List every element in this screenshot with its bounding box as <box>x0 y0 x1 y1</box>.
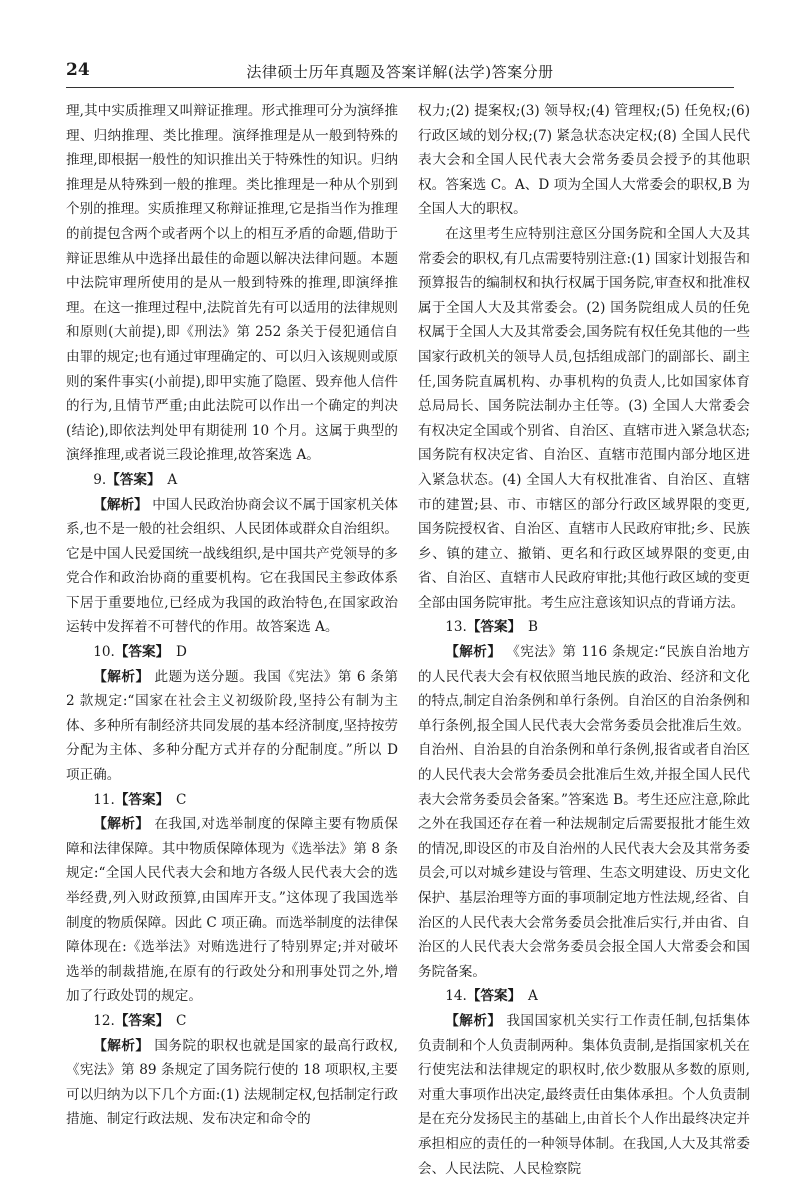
paragraph-note: 在这里考生应特别注意区分国务院和全国人大及其常委会的职权,有几点需要特别注意:(1) 国家计划报告和预算报告的编制权和执行权属于国务院,审查权和批准权属于全国人大及其常委会。(2) 国务院组成人员的任免权属于全国人大及其常委会,国务院有权任免其他的一些国家行政机关的领导人员,包括组成部门的副部长、副主任,国务院直属机构、办事机构的负责人,比如国家体育总局局长、国务院法制办主任等。(3) 全国人大常委会有权决定全国或个别省、自治区、直辖市进入紧急状态;国务院有权决定省、自治区、直辖市范围内部分地区进入紧急状态。(4) 全国人大有权批准省、自治区、直辖市的建置;县、市、市辖区的部分行政区域界限的变更,国务院授权省、自治区、直辖市人民政府审批;乡、民族乡、镇的建立、撤销、更名和行政区域界限的变更,由省、自治区、直辖市人民政府审批;其他行政区域的变更全部由国务院审批。考生应注意该知识点的背诵方法。 <box>418 225 750 611</box>
answer-letter: C <box>175 791 187 808</box>
answer-line-q13 <box>418 615 750 640</box>
left-column <box>66 99 398 1132</box>
explanation-text: 国务院的职权也就是国家的最高行政权,《宪法》第 89 条规定了国务院行使的 18 项职权,主要可以归纳为以下几个方面:(1) 法规制定权,包括制定行政措施、制定行政法规、发布决定和命令的 <box>66 1037 399 1128</box>
explanation-text: 在我国,对选举制度的保障主要有物质保障和法律保障。其中物质保障体现为《选举法》第 8 条规定:“全国人民代表大会和地方各级人民代表大会的选举经费,列入财政预算,由国库开支。”这体现了我国选举制度的物质保障。因此 C 项正确。而选举制度的法律保障体现在:《选举法》对贿选进行了特别界定;并对破坏选举的制裁措施,在原有的行政处分和刑事处罚之外,增加了行政处罚的规定。 <box>66 816 399 1005</box>
explanation-q9 <box>66 493 398 641</box>
answer-line-q14 <box>418 984 750 1009</box>
header-rule <box>66 87 734 88</box>
answer-letter: C <box>175 1012 187 1029</box>
answer-tag: 【答案】 <box>114 644 170 661</box>
question-number: 13. <box>445 619 467 636</box>
answer-tag: 【答案】 <box>466 988 522 1005</box>
explanation-tag: 【解析】 <box>445 644 502 661</box>
explanation-tag: 【解析】 <box>445 1012 502 1029</box>
explanation-tag: 【解析】 <box>93 496 148 513</box>
answer-tag: 【答案】 <box>106 471 161 488</box>
answer-line-q10 <box>66 640 398 665</box>
paragraph-continued: 理,其中实质推理又叫辩证推理。形式推理可分为演绎推理、归纳推理、类比推理。演绎推理是从一般到特殊的推理,即根据一般性的知识推出关于特殊性的知识。归纳推理是从特殊到一般的推理。类比推理是一种从个别到个别的推理。实质推理又称辩证推理,它是指当作为推理的前提包含两个或者两个以上的相互矛盾的命题,借助于辩证思维从中选择出最佳的命题以解决法律问题。本题中法院审理所使用的是从一般到特殊的推理,即演绎推理。在这一推理过程中,法院首先有可以适用的法律规则和原则(大前提),即《刑法》第 252 条关于侵犯通信自由罪的规定;也有通过审理确定的、可以归入该规则或原则的案件事实(小前提),即甲实施了隐匿、毁弃他人信件的行为,且情节严重;由此法院可以作出一个确定的判决(结论),即依法判处甲有期徒刑 10 个月。这属于典型的演绎推理,或者说三段论推理,故答案选 A。 <box>66 103 398 464</box>
question-number: 12. <box>93 1012 115 1029</box>
explanation-q11 <box>66 812 398 1009</box>
explanation-tag: 【解析】 <box>93 668 150 685</box>
answer-tag: 【答案】 <box>114 791 170 808</box>
answer-letter: A <box>167 471 178 488</box>
question-number: 9. <box>93 471 107 488</box>
running-title: 法律硕士历年真题及答案详解(法学)答案分册 <box>246 63 554 81</box>
answer-letter: D <box>175 644 187 661</box>
answer-tag: 【答案】 <box>466 619 522 636</box>
answer-tag: 【答案】 <box>114 1012 170 1029</box>
explanation-tag: 【解析】 <box>93 816 150 833</box>
right-column <box>418 99 750 1181</box>
explanation-tag: 【解析】 <box>93 1037 150 1054</box>
explanation-text: 《宪法》第 116 条规定:“民族自治地方的人民代表大会有权依照当地民族的政治、经济和文化的特点,制定自治条例和单行条例。自治区的自治条例和单行条例,报全国人民代表大会常务委员会批准后生效。自治州、自治县的自治条例和单行条例,报省或者自治区的人民代表大会常务委员会批准后生效,并报全国人民代表大会常务委员会备案。”答案选 B。考生还应注意,除此之外在我国还存在着一种法规制定后需要报批才能生效的情况,即设区的市及自治州的人民代表大会及其常务委员会,可以对城乡建设与管理、生态文明建设、历史文化保护、基层治理等方面的事项制定地方性法规,经省、自治区的人民代表大会常务委员会批准后实行,并由省、自治区的人民代表大会常务委员会报全国人大常委会和国务院备案。 <box>418 644 751 980</box>
question-number: 14. <box>445 988 467 1005</box>
explanation-text: 我国国家机关实行工作责任制,包括集体负责制和个人负责制两种。集体负责制,是指国家机关在行使宪法和法律规定的职权时,依少数服从多数的原则,对重大事项作出决定,最终责任由集体承担。个人负责制是在充分发扬民主的基础上,由首长个人作出最终决定并承担相应的责任的一种领导体制。在我国,人大及其常委会、人民法院、人民检察院 <box>418 1012 751 1177</box>
explanation-q12 <box>66 1034 398 1132</box>
paragraph-continued: 权力;(2) 提案权;(3) 领导权;(4) 管理权;(5) 任免权;(6) 行政区域的划分权;(7) 紧急状态决定权;(8) 全国人民代表大会和全国人民代表大会常务委员会授予的其他职权。答案选 C。A、D 项为全国人大常委会的职权,B 为全国人大的职权。 <box>418 103 750 218</box>
answer-letter: A <box>527 988 538 1005</box>
answer-line-q12 <box>66 1009 398 1034</box>
page-header <box>66 60 734 84</box>
question-number: 11. <box>93 791 115 808</box>
explanation-text: 中国人民政治协商会议不属于国家机关体系,也不是一般的社会组织、人民团体或群众自治组织。它是中国人民爱国统一战线组织,是中国共产党领导的多党合作和政治协商的重要机构。它在我国民主参政体系下居于重要地位,已经成为我国的政治特色,在国家政治运转中发挥着不可替代的作用。故答案选 A。 <box>66 496 399 636</box>
answer-line-q11 <box>66 788 398 813</box>
question-number: 10. <box>93 644 115 661</box>
explanation-q10 <box>66 665 398 788</box>
explanation-text: 此题为送分题。我国《宪法》第 6 条第 2 款规定:“国家在社会主义初级阶段,坚持公有制为主体、多种所有制经济共同发展的基本经济制度,坚持按劳分配为主体、多种分配方式并存的分配制度。”所以 D 项正确。 <box>66 668 398 784</box>
page-number: 24 <box>66 60 90 80</box>
explanation-q13 <box>418 640 750 984</box>
explanation-q14 <box>418 1009 750 1181</box>
answer-letter: B <box>527 619 538 636</box>
answer-line-q9 <box>66 468 398 493</box>
